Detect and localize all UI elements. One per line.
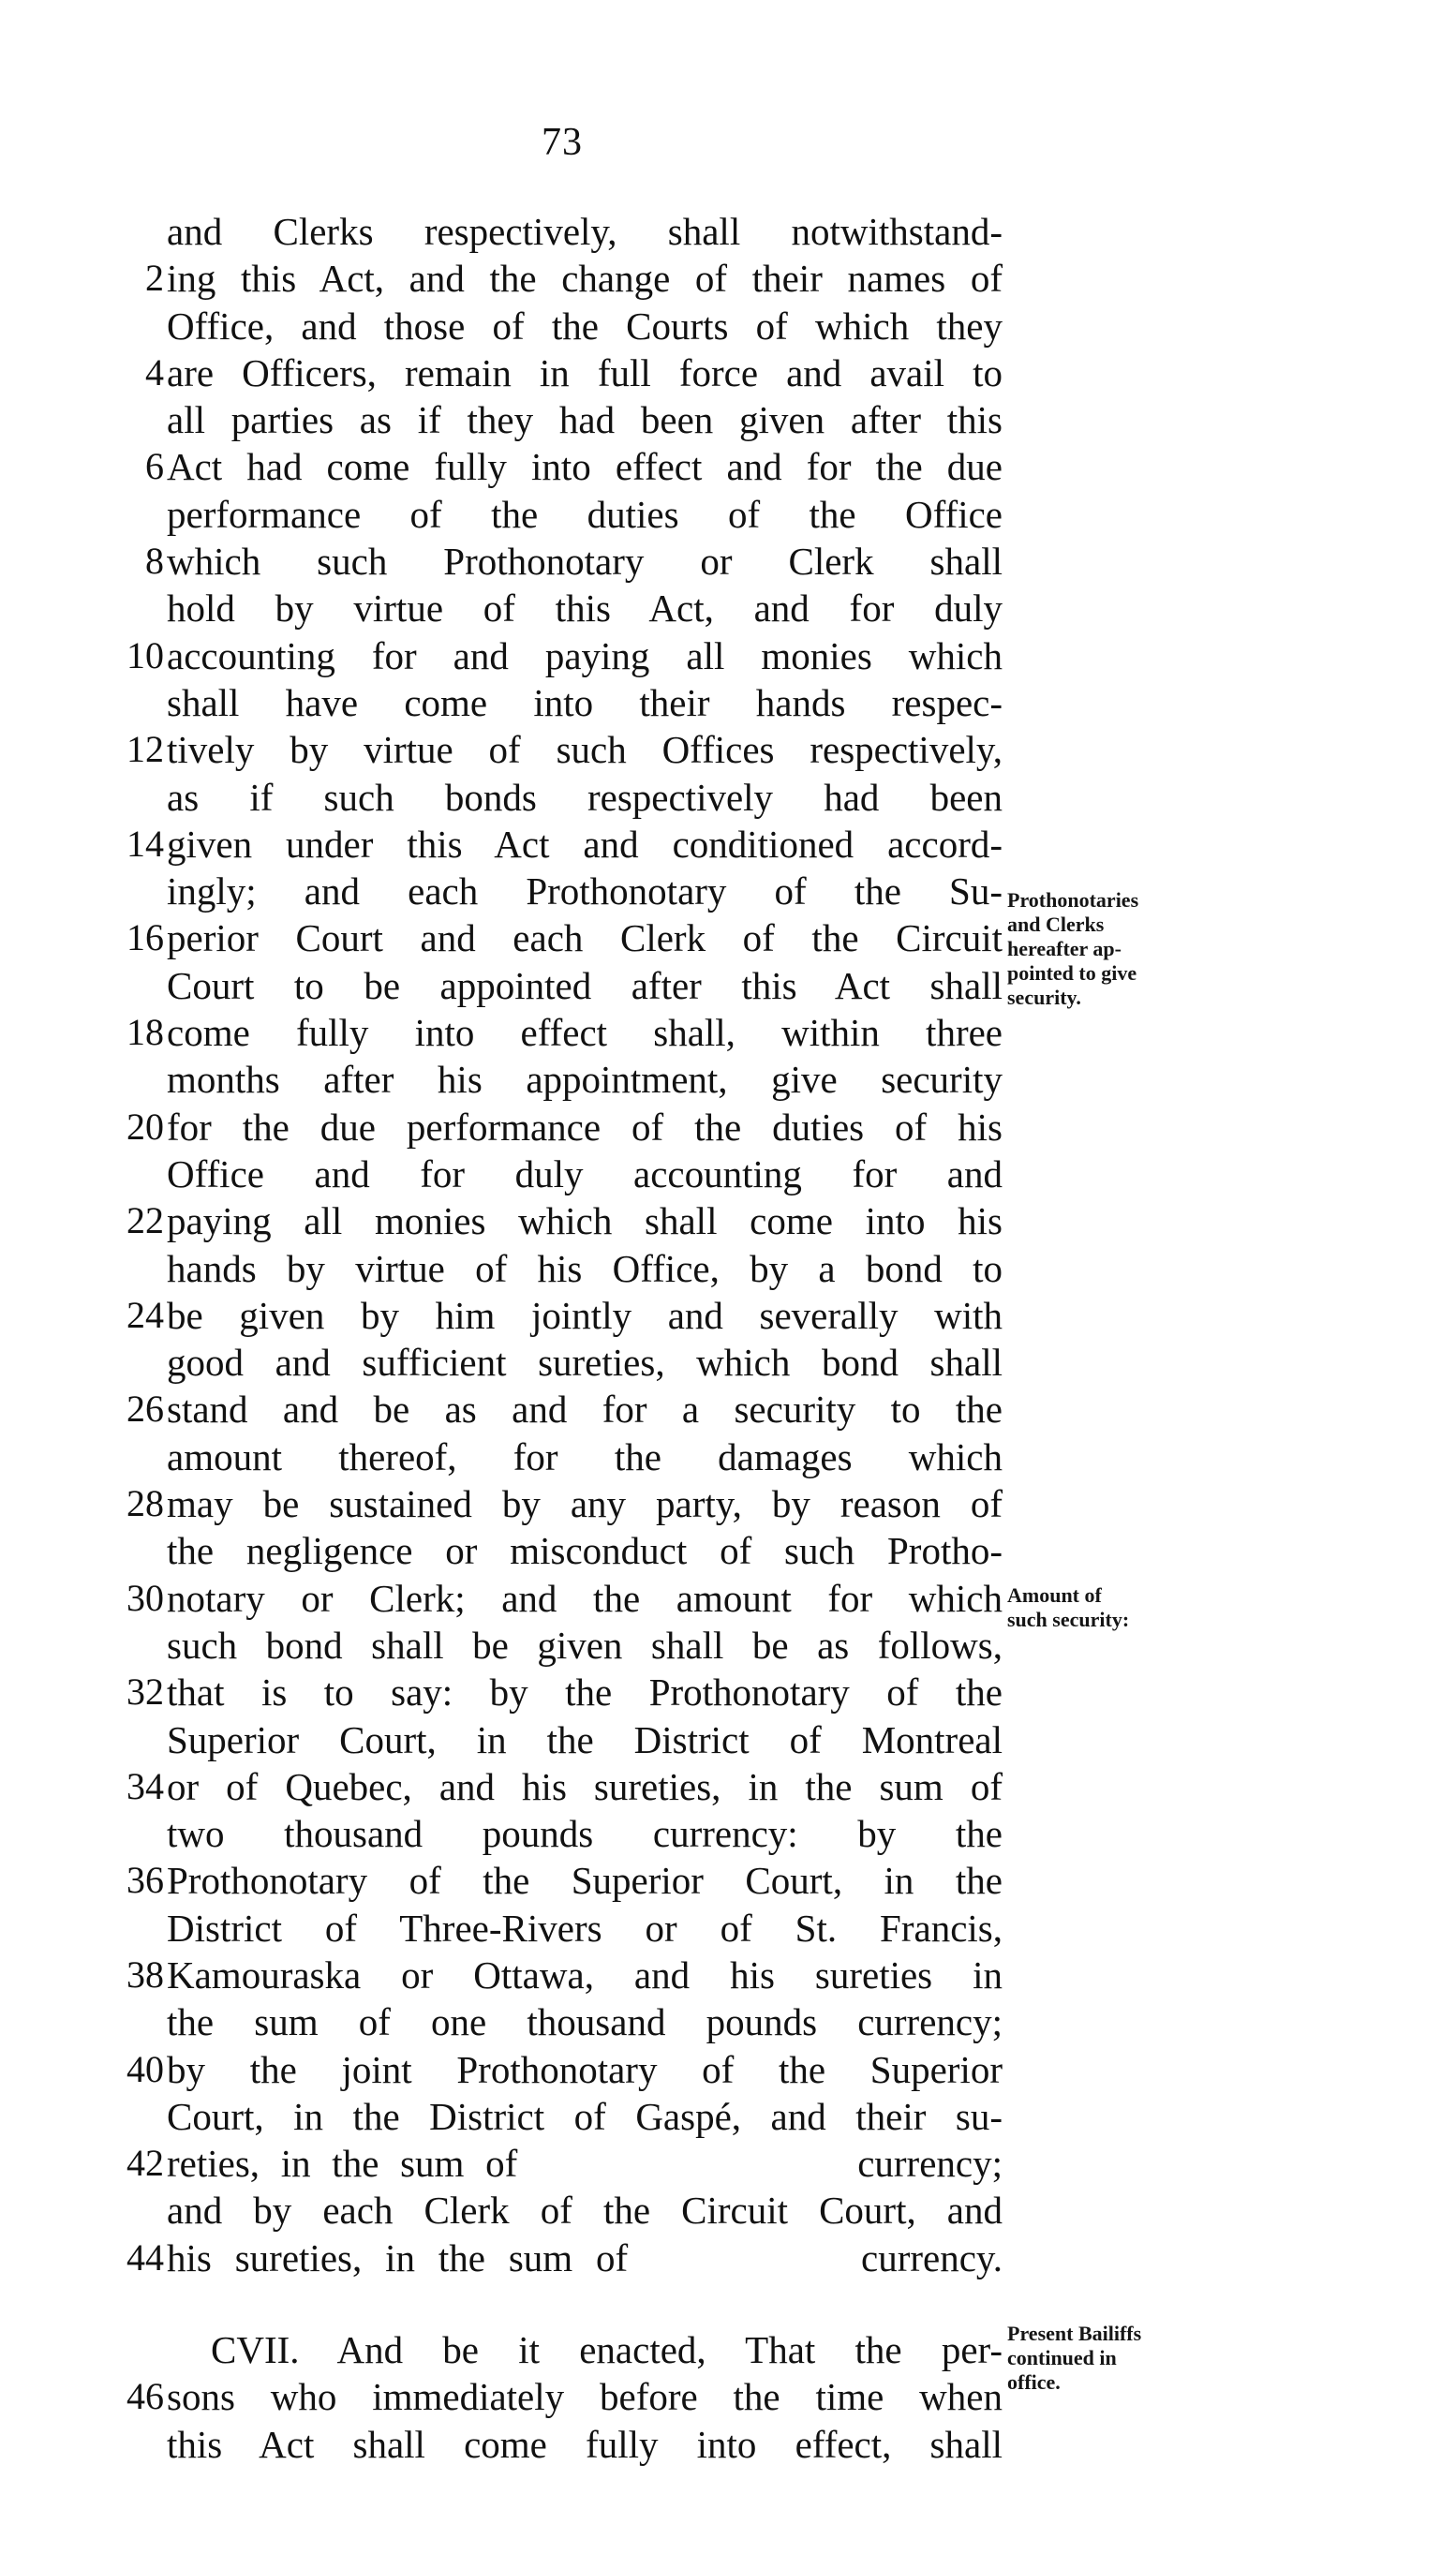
text-line	[122, 2093, 1003, 2140]
text-line	[122, 491, 1003, 538]
text-line	[122, 726, 1003, 773]
text-line	[122, 443, 1003, 490]
text-line	[122, 1386, 1003, 1433]
section-heading-line	[122, 2326, 1003, 2373]
line-text: hold by virtue of this Act, and for duly	[167, 587, 1003, 631]
page-number: 73	[542, 121, 583, 164]
line-text: may be sustained by any party, by reason of	[167, 1482, 1003, 1526]
line-number: 30	[126, 1576, 164, 1619]
line-number: 10	[126, 633, 164, 676]
line-text: Court, in the District of Gaspé, and their su-	[167, 2094, 1003, 2138]
text-line	[122, 1952, 1003, 1998]
margin-note-security	[1007, 888, 1223, 1010]
text-line	[122, 2187, 1003, 2234]
text-line	[122, 1009, 1003, 1056]
line-text: CVII. And be it enacted, That the per-	[211, 2328, 1003, 2372]
text-line	[122, 2421, 1003, 2468]
line-number: 44	[126, 2235, 164, 2279]
line-text: Superior Court, in the District of Montreal	[167, 1717, 1003, 1761]
line-number: 4	[145, 350, 164, 393]
line-text: all parties as if they had been given after this	[167, 398, 1003, 442]
text-line	[122, 1245, 1003, 1292]
line-number: 20	[126, 1105, 164, 1148]
text-line	[122, 2046, 1003, 2093]
line-text: tively by virtue of such Offices respectively,	[167, 728, 1003, 772]
line-text: the negligence or misconduct of such Protho-	[167, 1529, 1003, 1573]
line-text: stand and be as and for a security to the	[167, 1388, 1003, 1432]
text-line	[122, 585, 1003, 631]
text-line	[122, 962, 1003, 1009]
line-text: two thousand pounds currency: by the	[167, 1812, 1003, 1856]
text-line	[122, 679, 1003, 726]
line-text: amount thereof, for the damages which	[167, 1434, 1003, 1478]
line-text: as if such bonds respectively had been	[167, 775, 1003, 819]
blank-line	[122, 2281, 1003, 2326]
line-text: this Act shall come fully into effect, shall	[167, 2422, 1003, 2466]
margin-note-line: Prothonotaries	[1007, 888, 1139, 912]
text-line	[122, 1197, 1003, 1244]
text-line	[122, 538, 1003, 585]
line-text: paying all monies which shall come into his	[167, 1199, 1003, 1243]
text-line	[122, 303, 1003, 349]
margin-note-line: hereafter ap-	[1007, 937, 1122, 960]
line-text: that is to say: by the Prothonotary of the	[167, 1670, 1003, 1715]
line-text: notary or Clerk; and the amount for which	[167, 1576, 1003, 1620]
body-text	[122, 208, 1003, 2468]
text-line	[122, 1575, 1003, 1622]
line-text: reties, in the sum of currency;	[167, 2142, 1003, 2186]
text-line	[122, 1056, 1003, 1103]
line-text: Prothonotary of the Superior Court, in the	[167, 1859, 1003, 1903]
text-line	[122, 1905, 1003, 1952]
line-text: ing this Act, and the change of their names of	[167, 257, 1003, 301]
text-line	[122, 1151, 1003, 1197]
line-number: 12	[126, 728, 164, 771]
text-line	[122, 349, 1003, 396]
text-line	[122, 632, 1003, 679]
line-text: and Clerks respectively, shall notwithstand-	[167, 210, 1003, 253]
line-text: shall have come into their hands respec-	[167, 680, 1003, 724]
line-text: perior Court and each Clerk of the Circuit	[167, 916, 1003, 960]
line-number: 38	[126, 1953, 164, 1996]
line-text: are Officers, remain in full force and avail to	[167, 350, 1003, 394]
text-line	[122, 396, 1003, 443]
line-number: 6	[145, 445, 164, 488]
line-number: 24	[126, 1293, 164, 1336]
line-number: 2	[145, 257, 164, 300]
line-text: good and sufficient sureties, which bond shall	[167, 1341, 1003, 1385]
line-text: for the due performance of the duties of his	[167, 1105, 1003, 1149]
text-line	[122, 1527, 1003, 1574]
line-number: 8	[145, 540, 164, 583]
line-number: 16	[126, 916, 164, 959]
line-number: 26	[126, 1388, 164, 1431]
text-line	[122, 1763, 1003, 1810]
line-text: be given by him jointly and severally with	[167, 1293, 1003, 1337]
line-text: accounting for and paying all monies which	[167, 633, 1003, 677]
margin-note-line: pointed to give	[1007, 961, 1137, 985]
line-text: his sureties, in the sum of currency.	[167, 2235, 1003, 2279]
text-line	[122, 821, 1003, 868]
text-line	[122, 774, 1003, 821]
line-text: Act had come fully into effect and for the due	[167, 445, 1003, 489]
line-number: 34	[126, 1764, 164, 1807]
margin-note-line: security.	[1007, 986, 1081, 1009]
line-number: 14	[126, 822, 164, 865]
line-text: Office, and those of the Courts of which they	[167, 304, 1003, 348]
line-text: District of Three-Rivers or of St. Francis,	[167, 1906, 1003, 1950]
line-text: hands by virtue of his Office, by a bond to	[167, 1246, 1003, 1290]
text-line	[122, 1292, 1003, 1339]
line-number: 18	[126, 1011, 164, 1054]
line-number: 22	[126, 1199, 164, 1242]
text-line	[122, 1480, 1003, 1527]
line-text: or of Quebec, and his sureties, in the sum of	[167, 1764, 1003, 1808]
text-line	[122, 1104, 1003, 1151]
text-line	[122, 1622, 1003, 1669]
margin-note-bailiffs	[1007, 2322, 1223, 2395]
margin-note-line: such security:	[1007, 1608, 1130, 1631]
line-text: and by each Clerk of the Circuit Court, and	[167, 2189, 1003, 2233]
text-line	[122, 914, 1003, 961]
line-number: 32	[126, 1670, 164, 1714]
line-number: 36	[126, 1859, 164, 1902]
margin-note-line: and Clerks	[1007, 913, 1105, 936]
line-text: ingly; and each Prothonotary of the Su-	[167, 869, 1003, 913]
line-number: 28	[126, 1482, 164, 1525]
line-number: 42	[126, 2142, 164, 2185]
line-text: come fully into effect shall, within three	[167, 1011, 1003, 1055]
text-line	[122, 1810, 1003, 1857]
text-line	[122, 1998, 1003, 2045]
margin-note-line: Present Bailiffs	[1007, 2322, 1142, 2345]
line-text: Kamouraska or Ottawa, and his sureties in	[167, 1953, 1003, 1997]
text-line	[122, 1716, 1003, 1763]
margin-note-line: office.	[1007, 2370, 1061, 2394]
line-text: by the joint Prothonotary of the Superior	[167, 2047, 1003, 2091]
line-text: Court to be appointed after this Act shall	[167, 963, 1003, 1007]
line-text: sons who immediately before the time when	[167, 2375, 1003, 2419]
line-number: 40	[126, 2047, 164, 2090]
line-text: given under this Act and conditioned accord-	[167, 822, 1003, 866]
line-text: the sum of one thousand pounds currency;	[167, 2000, 1003, 2044]
line-number: 46	[126, 2375, 164, 2418]
text-line	[122, 2235, 1003, 2281]
line-text: which such Prothonotary or Clerk shall	[167, 540, 1003, 584]
margin-note-line: Amount of	[1007, 1583, 1102, 1607]
line-text: Office and for duly accounting for and	[167, 1151, 1003, 1195]
margin-note-line: continued in	[1007, 2346, 1117, 2369]
line-text: months after his appointment, give security	[167, 1058, 1003, 1102]
margin-note-amount	[1007, 1583, 1223, 1632]
line-text: such bond shall be given shall be as follows,	[167, 1623, 1003, 1667]
text-line	[122, 1339, 1003, 1386]
text-line	[122, 2140, 1003, 2187]
line-text: performance of the duties of the Office	[167, 492, 1003, 536]
text-line	[122, 868, 1003, 914]
text-line	[122, 208, 1003, 255]
text-line	[122, 2373, 1003, 2420]
text-line	[122, 255, 1003, 302]
text-line	[122, 1433, 1003, 1480]
text-line	[122, 1857, 1003, 1904]
text-line	[122, 1669, 1003, 1715]
